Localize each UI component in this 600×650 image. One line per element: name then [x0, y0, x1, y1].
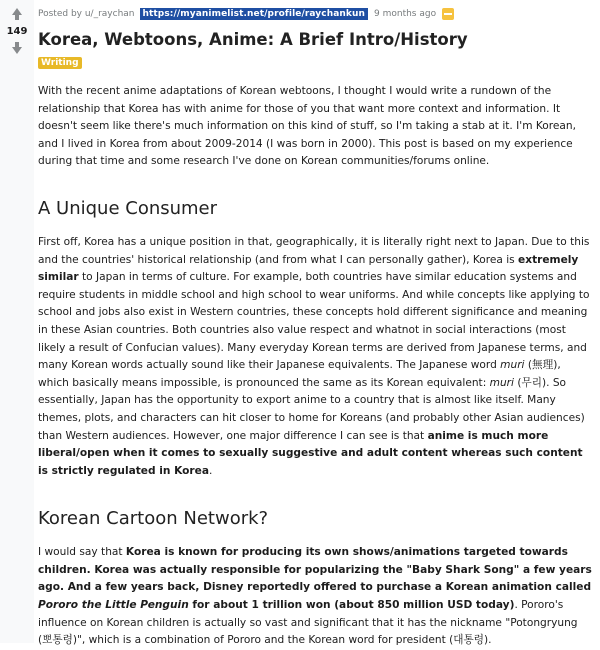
upvote-arrow-icon	[12, 8, 22, 15]
downvote-button[interactable]	[12, 42, 22, 54]
post-time[interactable]: 9 months ago	[374, 9, 437, 19]
section-heading-consumer: A Unique Consumer	[38, 197, 218, 219]
vote-column	[0, 0, 34, 643]
posted-by[interactable]: Posted by u/_raychan	[38, 9, 135, 19]
post-content	[38, 0, 594, 650]
consumer-paragraph: First off, Korea has a unique position in that, geographically, it is literally right next to Japan. Due to this and the countries' historical relationship (and from what I can personally gather), Korea is extremely similar to Japan in terms of culture. For example, both countries have similar education systems and require students in middle school and high school to wear uniforms. And while concepts like applying to school and jobs also exist in Western countries, these concepts hold different significance and meaning in these Asian countries. Both countries also value respect and whatnot in social interactions (most likely a result of Confucian values). Many everyday Korean terms are derived from Japanese terms, and many Korean words actually sound like their Japanese equivalents. The Japanese word muri (無理), which basically means impossible, is pronounced the same as its Korean equivalent: muri (무리). So essentially, Japan has the opportunity to export anime to a country that is almost like itself. Many themes, plots, and characters can hit closer to home for Koreans (and probably other Asian audiences) than Western audiences. However, one major difference I can see is that anime is much more liberal/open when it comes to sexually suggestive and adult content whereas such content is strictly regulated in Korea.	[38, 235, 590, 477]
user-flair-link[interactable]: https://myanimelist.net/profile/raychankun	[140, 8, 369, 20]
downvote-arrow-icon	[12, 47, 22, 54]
award-icon[interactable]	[442, 8, 454, 20]
upvote-button[interactable]	[12, 8, 22, 20]
post-meta	[38, 0, 594, 28]
post-title[interactable]: Korea, Webtoons, Anime: A Brief Intro/History	[38, 30, 468, 49]
section-heading-network: Korean Cartoon Network?	[38, 508, 269, 530]
intro-paragraph: With the recent anime adaptations of Korean webtoons, I thought I would write a rundown of the relationship that Korea has with anime for those of you that want more context and information. It doesn't seem like there's much information on this kind of stuff, so I'm taking a stab at it. I'm Korean, and I lived in Korea from about 2009-2014 (I was born in 2000). This post is based on my experience during that time and some research I've done on Korean communities/forums online.	[38, 85, 576, 168]
post-flair-tag[interactable]: Writing	[38, 57, 82, 69]
network-paragraph: I would say that Korea is known for producing its own shows/animations targeted towards children. Korea was actually responsible for popularizing the "Baby Shark Song" a few years ago. And a few years back, Disney reportedly offered to purchase a Korean animation called Pororo the Little Penguin for about 1 trillion won (about 850 million USD today). Pororo's influence on Korean children is actually so vast and significant that it has the nickname "Potongryung (뽀통령)", which is a combination of Pororo and the Korean word for president (대통령).	[38, 546, 592, 647]
vote-score: 149	[6, 26, 28, 37]
